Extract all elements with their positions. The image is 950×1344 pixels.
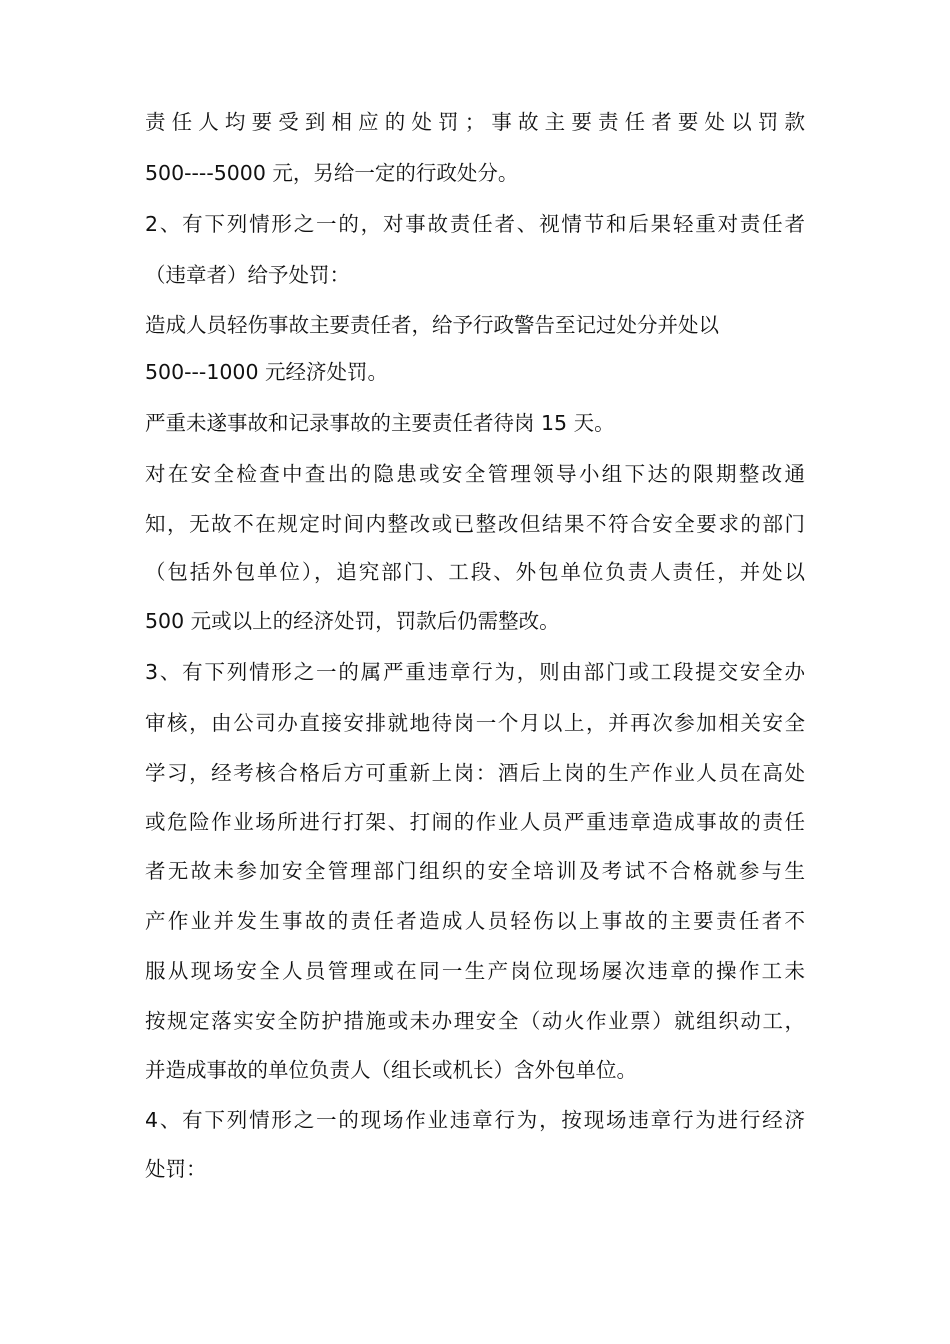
- text-line: 500----5000 元，另给一定的行政处分。: [145, 161, 519, 185]
- text-line: 2、有下列情形之一的，对事故责任者、视情节和后果轻重对责任者: [145, 212, 805, 236]
- text-line: 处罚：: [145, 1157, 207, 1181]
- text-line: 造成人员轻伤事故主要责任者，给予行政警告至记过处分并处以: [145, 313, 719, 337]
- text-line: （违章者）给予处罚：: [145, 263, 350, 287]
- text-line: 3、有下列情形之一的属严重违章行为，则由部门或工段提交安全办: [145, 660, 805, 684]
- text-line: 责任人均要受到相应的处罚；事故主要责任者要处以罚款: [145, 110, 805, 134]
- text-line: 对在安全检查中查出的隐患或安全管理领导小组下达的限期整改通: [145, 462, 805, 486]
- text-line: 服从现场安全人员管理或在同一生产岗位现场屡次违章的操作工未: [145, 959, 805, 983]
- text-line: 知，无故不在规定时间内整改或已整改但结果不符合安全要求的部门: [145, 512, 805, 536]
- text-line: 500---1000 元经济处罚。: [145, 360, 389, 384]
- text-line: 或危险作业场所进行打架、打闹的作业人员严重违章造成事故的责任: [145, 810, 805, 834]
- text-line: 审核，由公司办直接安排就地待岗一个月以上，并再次参加相关安全: [145, 711, 805, 735]
- text-line: 严重未遂事故和记录事故的主要责任者待岗 15 天。: [145, 411, 615, 435]
- text-line: 产作业并发生事故的责任者造成人员轻伤以上事故的主要责任者不: [145, 909, 805, 933]
- text-line: 学习，经考核合格后方可重新上岗：酒后上岗的生产作业人员在高处: [145, 761, 805, 785]
- text-line: （包括外包单位），追究部门、工段、外包单位负责人责任，并处以: [145, 560, 805, 584]
- text-line: 者无故未参加安全管理部门组织的安全培训及考试不合格就参与生: [145, 859, 805, 883]
- text-line: 500 元或以上的经济处罚，罚款后仍需整改。: [145, 609, 560, 633]
- text-line: 4、有下列情形之一的现场作业违章行为，按现场违章行为进行经济: [145, 1108, 805, 1132]
- text-line: 按规定落实安全防护措施或未办理安全（动火作业票）就组织动工，: [145, 1009, 805, 1033]
- text-line: 并造成事故的单位负责人（组长或机长）含外包单位。: [145, 1058, 637, 1082]
